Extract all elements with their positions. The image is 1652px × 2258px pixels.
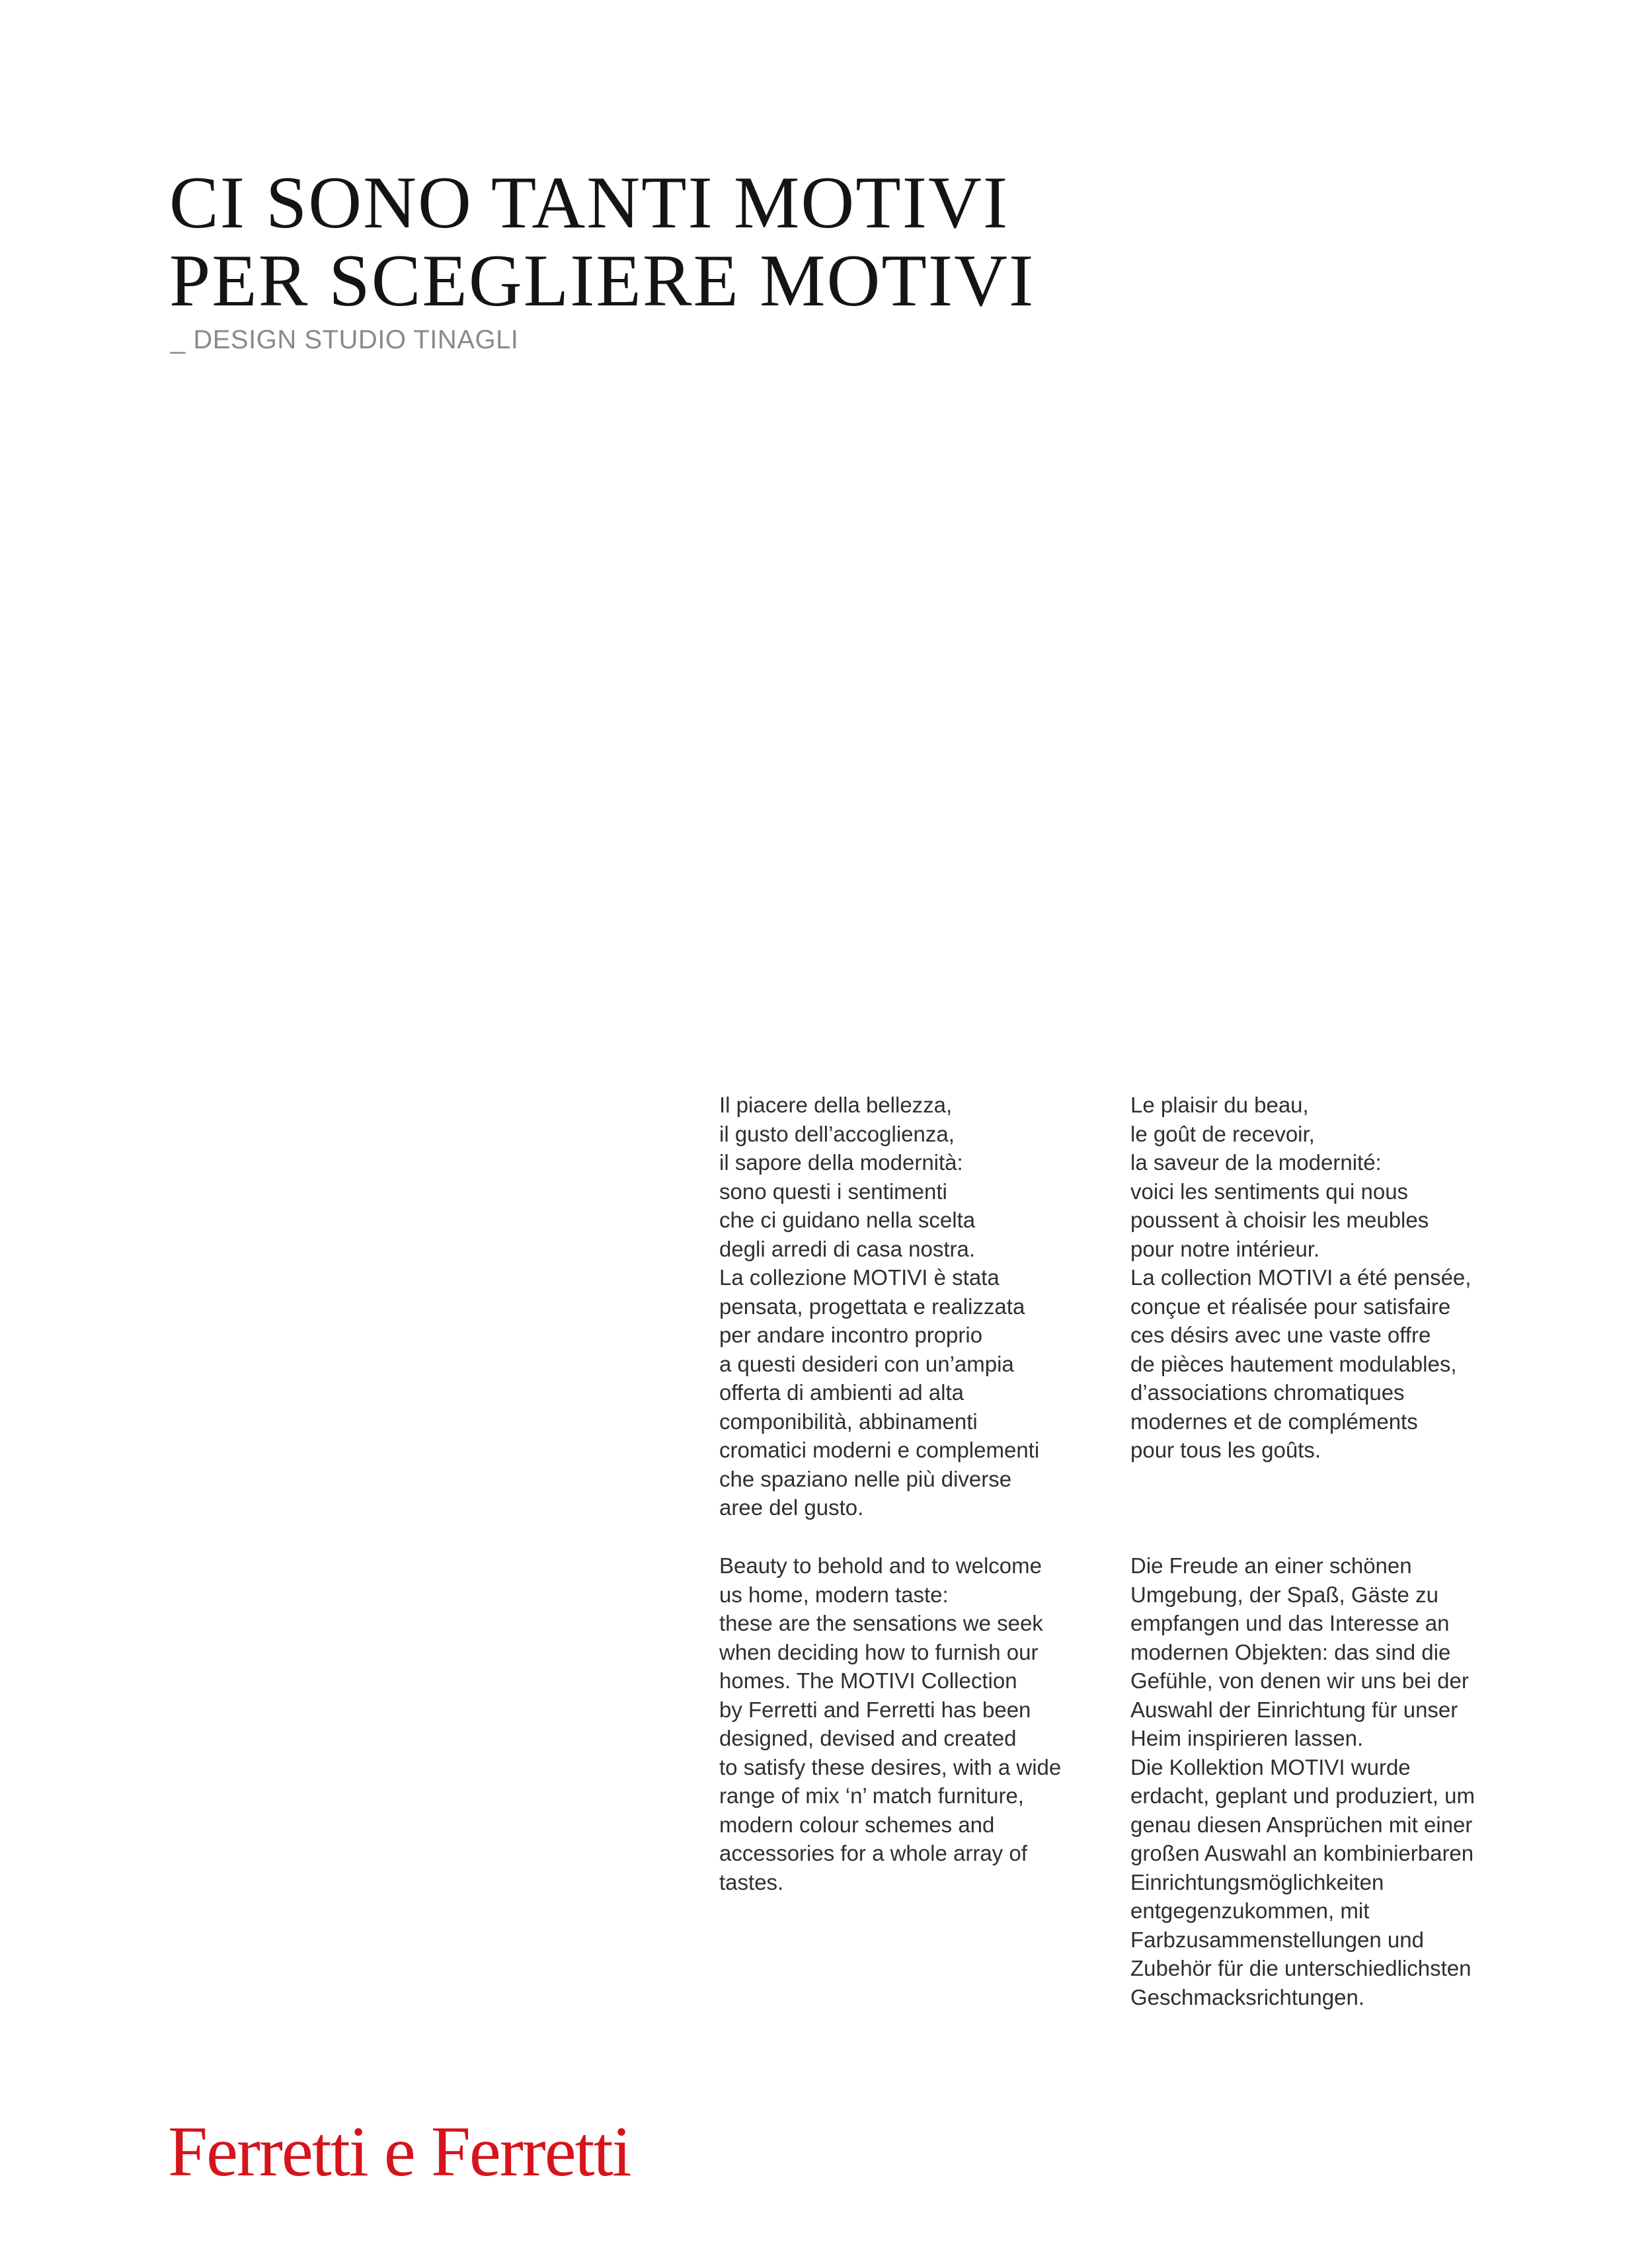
text-line: il sapore della modernità: — [719, 1150, 963, 1175]
text-line: Die Freude an einer schönen — [1130, 1553, 1412, 1578]
text-line: che ci guidano nella scelta — [719, 1208, 976, 1232]
text-line: genau diesen Ansprüchen mit einer — [1130, 1812, 1473, 1837]
text-line: poussent à choisir les meubles — [1130, 1208, 1429, 1232]
text-line: tastes. — [719, 1869, 784, 1894]
headline-line-1: CI SONO TANTI MOTIVI — [169, 162, 1009, 244]
text-line: che spaziano nelle più diverse — [719, 1466, 1012, 1491]
text-line: ces désirs avec une vaste offre — [1130, 1323, 1431, 1347]
text-line: designed, devised and created — [719, 1726, 1017, 1750]
french-text-block — [1130, 1091, 1501, 1465]
text-line: de pièces hautement modulables, — [1130, 1351, 1457, 1376]
text-line: homes. The MOTIVI Collection — [719, 1668, 1017, 1693]
text-line: degli arredi di casa nostra. — [719, 1236, 976, 1261]
text-line: conçue et réalisée pour satisfaire — [1130, 1294, 1451, 1319]
text-line: range of mix ‘n’ match furniture, — [719, 1783, 1024, 1808]
english-text-block — [719, 1551, 1089, 1896]
text-line: entgegenzukommen, mit — [1130, 1898, 1370, 1923]
text-line: per andare incontro proprio — [719, 1323, 983, 1347]
text-line: il gusto dell’accoglienza, — [719, 1121, 955, 1146]
text-line: Farbzusammenstellungen und — [1130, 1927, 1424, 1952]
text-line: modernes et de compléments — [1130, 1409, 1418, 1434]
text-line: modern colour schemes and — [719, 1812, 995, 1837]
text-line: großen Auswahl an kombinierbaren — [1130, 1841, 1474, 1865]
text-line: us home, modern taste: — [719, 1582, 949, 1607]
text-line: when deciding how to furnish our — [719, 1639, 1039, 1664]
text-line: d’associations chromatiques — [1130, 1380, 1405, 1405]
text-line: Beauty to behold and to welcome — [719, 1553, 1042, 1578]
text-line: Heim inspirieren lassen. — [1130, 1726, 1364, 1750]
text-line: empfangen und das Interesse an — [1130, 1611, 1450, 1635]
german-text-block — [1130, 1551, 1501, 2011]
text-line: aree del gusto. — [719, 1495, 864, 1520]
text-line: la saveur de la modernité: — [1130, 1150, 1382, 1175]
text-line: Geschmacksrichtungen. — [1130, 1984, 1364, 2009]
text-line: Einrichtungsmöglichkeiten — [1130, 1869, 1384, 1894]
text-line: Gefühle, von denen wir uns bei der — [1130, 1668, 1469, 1693]
page-subtitle: _ DESIGN STUDIO TINAGLI — [171, 325, 519, 354]
text-line: a questi desideri con un’ampia — [719, 1351, 1014, 1376]
text-line: La collection MOTIVI a été pensée, — [1130, 1265, 1472, 1290]
text-line: erdacht, geplant und produziert, um — [1130, 1783, 1475, 1808]
text-line: to satisfy these desires, with a wide — [719, 1754, 1062, 1779]
text-line: componibilità, abbinamenti — [719, 1409, 978, 1434]
text-line: Le plaisir du beau, — [1130, 1093, 1309, 1117]
text-line: these are the sensations we seek — [719, 1611, 1043, 1635]
text-line: pour tous les goûts. — [1130, 1438, 1321, 1462]
text-line: offerta di ambienti ad alta — [719, 1380, 964, 1405]
text-line: cromatici moderni e complementi — [719, 1438, 1040, 1462]
text-line: Umgebung, der Spaß, Gäste zu — [1130, 1582, 1438, 1607]
text-line: sono questi i sentimenti — [719, 1179, 947, 1204]
text-line: by Ferretti and Ferretti has been — [719, 1697, 1031, 1722]
text-line: pour notre intérieur. — [1130, 1236, 1320, 1261]
text-line: La collezione MOTIVI è stata — [719, 1265, 1000, 1290]
text-line: Auswahl der Einrichtung für unser — [1130, 1697, 1458, 1722]
italian-text-block — [719, 1091, 1089, 1522]
headline-line-2: PER SCEGLIERE MOTIVI — [169, 240, 1035, 322]
text-line: pensata, progettata e realizzata — [719, 1294, 1025, 1319]
brand-logo: Ferretti e Ferretti — [168, 2113, 631, 2191]
text-line: le goût de recevoir, — [1130, 1121, 1315, 1146]
text-line: Die Kollektion MOTIVI wurde — [1130, 1754, 1411, 1779]
text-line: Il piacere della bellezza, — [719, 1093, 953, 1117]
text-line: accessories for a whole array of — [719, 1841, 1027, 1865]
text-line: Zubehör für die unterschiedlichsten — [1130, 1956, 1472, 1980]
page-headline — [169, 164, 1035, 320]
text-line: modernen Objekten: das sind die — [1130, 1639, 1451, 1664]
text-line: voici les sentiments qui nous — [1130, 1179, 1409, 1204]
